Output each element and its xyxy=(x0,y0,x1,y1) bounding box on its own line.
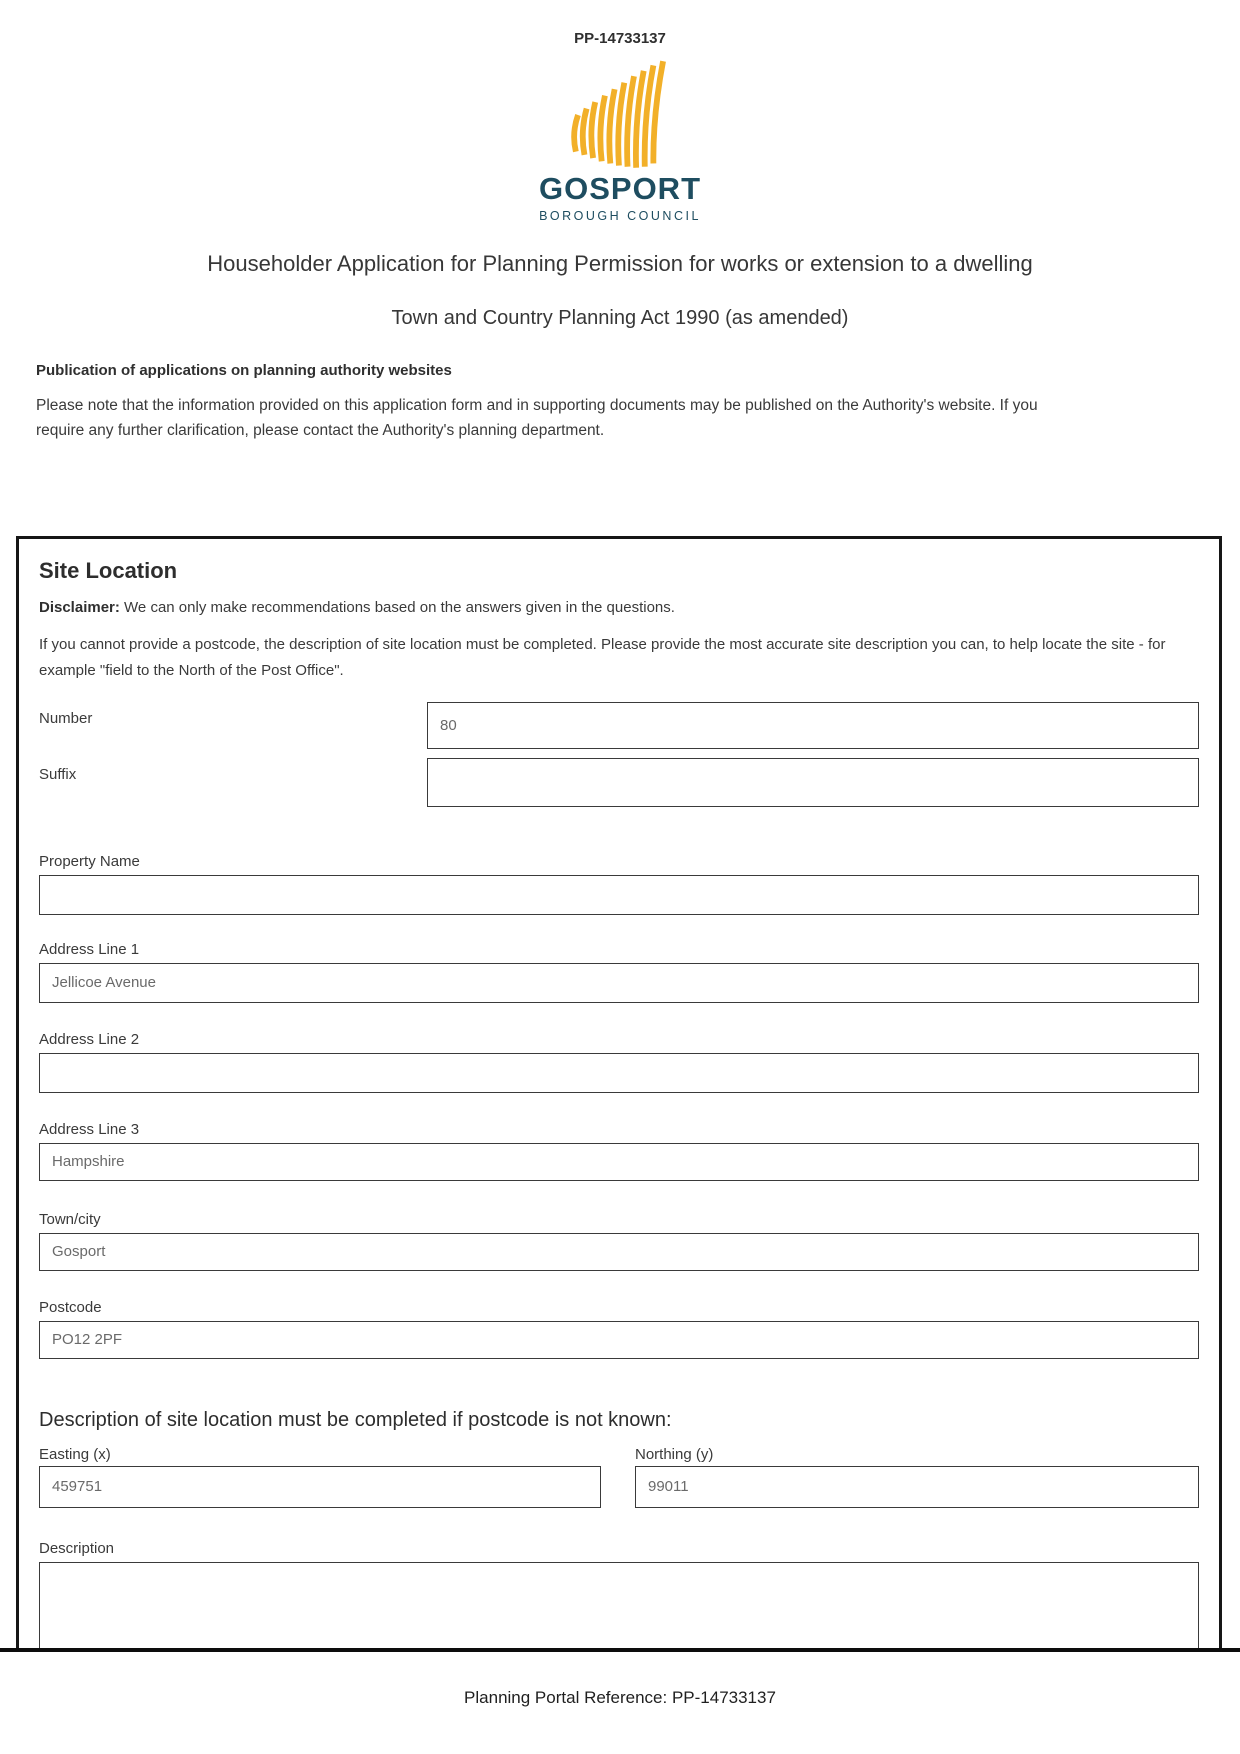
address-line-3-input[interactable] xyxy=(39,1143,1199,1181)
field-northing xyxy=(635,1446,1199,1508)
field-postcode xyxy=(39,1299,1199,1359)
field-property-name xyxy=(39,853,1199,915)
disclaimer-label: Disclaimer: xyxy=(39,599,120,616)
northing-input[interactable] xyxy=(635,1466,1199,1508)
field-town-city xyxy=(39,1211,1199,1271)
property-name-label: Property Name xyxy=(39,852,140,870)
publication-note: Please note that the information provided on this application form and in supporting documents may be published on the Authority's website. If you require any further clarification, please contact the Authority's planning department. xyxy=(36,396,1038,440)
town-city-input[interactable] xyxy=(39,1233,1199,1271)
publication-heading: Publication of applications on planning authority websites xyxy=(36,361,452,379)
page-break-divider xyxy=(0,1648,1240,1652)
site-location-heading: Site Location xyxy=(39,558,178,583)
field-address-line-3 xyxy=(39,1121,1199,1181)
postcode-input[interactable] xyxy=(39,1321,1199,1359)
field-description xyxy=(39,1540,1199,1651)
number-input[interactable] xyxy=(427,702,1199,749)
property-name-input[interactable] xyxy=(39,875,1199,915)
easting-label: Easting (x) xyxy=(39,1445,111,1463)
description-label: Description xyxy=(39,1539,115,1557)
town-city-label: Town/city xyxy=(39,1210,101,1228)
postcode-instruction: If you cannot provide a postcode, the description of site location must be completed. Please provide the most accurate site description you can, to help locate the site - for example "field to the North of the Post Office". xyxy=(39,636,1166,680)
logo-wordmark: GOSPORT xyxy=(538,171,701,206)
disclaimer-text xyxy=(39,599,1199,616)
logo-subtitle: BOROUGH COUNCIL xyxy=(539,208,701,223)
suffix-label: Suffix xyxy=(39,765,77,783)
gosport-fan-icon xyxy=(557,59,683,171)
easting-northing-row xyxy=(39,1446,1199,1508)
field-address-line-1 xyxy=(39,941,1199,1003)
site-location-section xyxy=(16,536,1222,1650)
disclaimer-body: We can only make recommendations based on the answers given in the questions. xyxy=(124,599,675,616)
field-easting xyxy=(39,1446,601,1508)
address-line-1-label: Address Line 1 xyxy=(39,940,140,958)
postcode-label: Postcode xyxy=(39,1298,102,1316)
easting-input[interactable] xyxy=(39,1466,601,1508)
description-textarea[interactable] xyxy=(39,1562,1199,1651)
address-line-2-input[interactable] xyxy=(39,1053,1199,1093)
suffix-input[interactable] xyxy=(427,758,1199,807)
field-row-suffix xyxy=(39,758,1199,807)
number-label: Number xyxy=(39,709,93,727)
address-line-3-label: Address Line 3 xyxy=(39,1120,140,1138)
page-title: Householder Application for Planning Permission for works or extension to a dwelling xyxy=(207,250,1033,276)
act-subtitle: Town and Country Planning Act 1990 (as amended) xyxy=(391,306,849,329)
application-reference: PP-14733137 xyxy=(574,30,666,47)
description-requirement-heading: Description of site location must be completed if postcode is not known: xyxy=(39,1408,672,1431)
address-line-2-label: Address Line 2 xyxy=(39,1030,140,1048)
address-line-1-input[interactable] xyxy=(39,963,1199,1003)
gosport-logo xyxy=(0,59,1240,223)
field-row-number xyxy=(39,702,1199,749)
northing-label: Northing (y) xyxy=(635,1445,714,1463)
field-address-line-2 xyxy=(39,1031,1199,1093)
planning-portal-reference-footer: Planning Portal Reference: PP-14733137 xyxy=(464,1688,776,1707)
